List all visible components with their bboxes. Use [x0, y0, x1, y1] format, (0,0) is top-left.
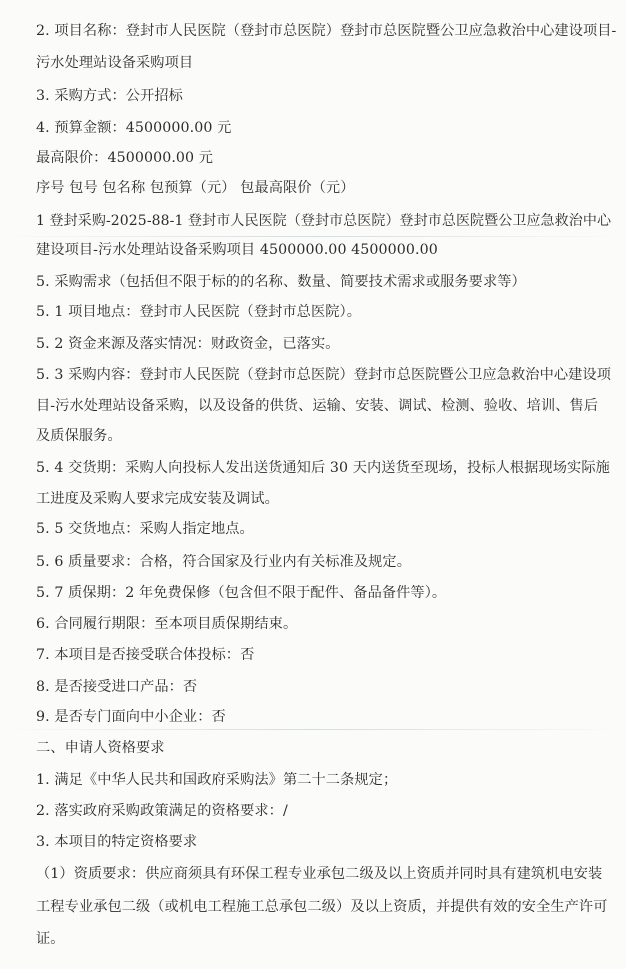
fund-source: 5. 2 资金来源及落实情况：财政资金，已落实。	[36, 336, 340, 352]
delivery-period-line-2: 工进度及采购人要求完成安装及调试。	[36, 491, 279, 507]
project-name-line-2: 污水处理站设备采购项目	[36, 55, 194, 71]
max-price: 最高限价：4500000.00 元	[36, 150, 214, 166]
package-row-line-1: 1 登封采购-2025-88-1 登封市人民医院（登封市总医院）登封市总医院暨公卫应急救治中心	[36, 213, 612, 229]
package-row-line-2: 建设项目-污水处理站设备采购项目 4500000.00 4500000.00	[36, 242, 438, 258]
procurement-content-line-1: 5. 3 采购内容：登封市人民医院（登封市总医院）登封市总医院暨公卫应急救治中心建设项	[36, 367, 612, 383]
qualification-2: 2. 落实政府采购政策满足的资格要求：/	[36, 803, 288, 819]
procurement-method: 3. 采购方式：公开招标	[36, 88, 183, 104]
joint-bidding: 7. 本项目是否接受联合体投标：否	[36, 647, 255, 663]
project-location: 5. 1 项目地点：登封市人民医院（登封市总医院）。	[36, 304, 362, 320]
specific-qualification-line-3: 证。	[36, 931, 65, 947]
requirements-heading: 5. 采购需求（包括但不限于标的的名称、数量、简要技术需求或服务要求等）	[36, 274, 526, 290]
specific-qualification-line-1: （1）资质要求：供应商须具有环保工程专业承包二级及以上资质并同时具有建筑机电安装	[36, 866, 603, 882]
sme-only: 9. 是否专门面向中小企业：否	[36, 709, 226, 725]
scan-fold-line	[0, 729, 626, 730]
scan-fold-line	[0, 236, 626, 237]
contract-period: 6. 合同履行期限：至本项目质保期结束。	[36, 616, 298, 632]
qualification-1: 1. 满足《中华人民共和国政府采购法》第二十二条规定；	[36, 772, 398, 788]
specific-qualification-line-2: 工程专业承包二级（或机电工程施工总承包二级）及以上资质，并提供有效的安全生产许可	[36, 899, 608, 915]
budget-amount: 4. 预算金额：4500000.00 元	[36, 120, 232, 136]
procurement-content-line-2: 目-污水处理站设备采购，以及设备的供货、运输、安装、调试、检测、验收、培训、售后	[36, 398, 599, 414]
warranty-period: 5. 7 质保期：2 年免费保修（包含但不限于配件、备品备件等）。	[36, 585, 447, 601]
delivery-period-line-1: 5. 4 交货期：采购人向投标人发出送货通知后 30 天内送货至现场，投标人根据现场实际施	[36, 460, 610, 476]
delivery-place: 5. 5 交货地点：采购人指定地点。	[36, 521, 254, 537]
qualification-3-heading: 3. 本项目的特定资格要求	[36, 834, 198, 850]
procurement-content-line-3: 及质保服务。	[36, 428, 122, 444]
project-name-line-1: 2. 项目名称：登封市人民医院（登封市总医院）登封市总医院暨公卫应急救治中心建设项目-	[36, 23, 617, 39]
package-table-header: 序号 包号 包名称 包预算（元） 包最高限价（元）	[36, 180, 355, 196]
imported-products: 8. 是否接受进口产品：否	[36, 679, 198, 695]
quality-requirement: 5. 6 质量要求：合格，符合国家及行业内有关标准及规定。	[36, 554, 411, 570]
section-heading-qualifications: 二、申请人资格要求	[36, 740, 165, 756]
